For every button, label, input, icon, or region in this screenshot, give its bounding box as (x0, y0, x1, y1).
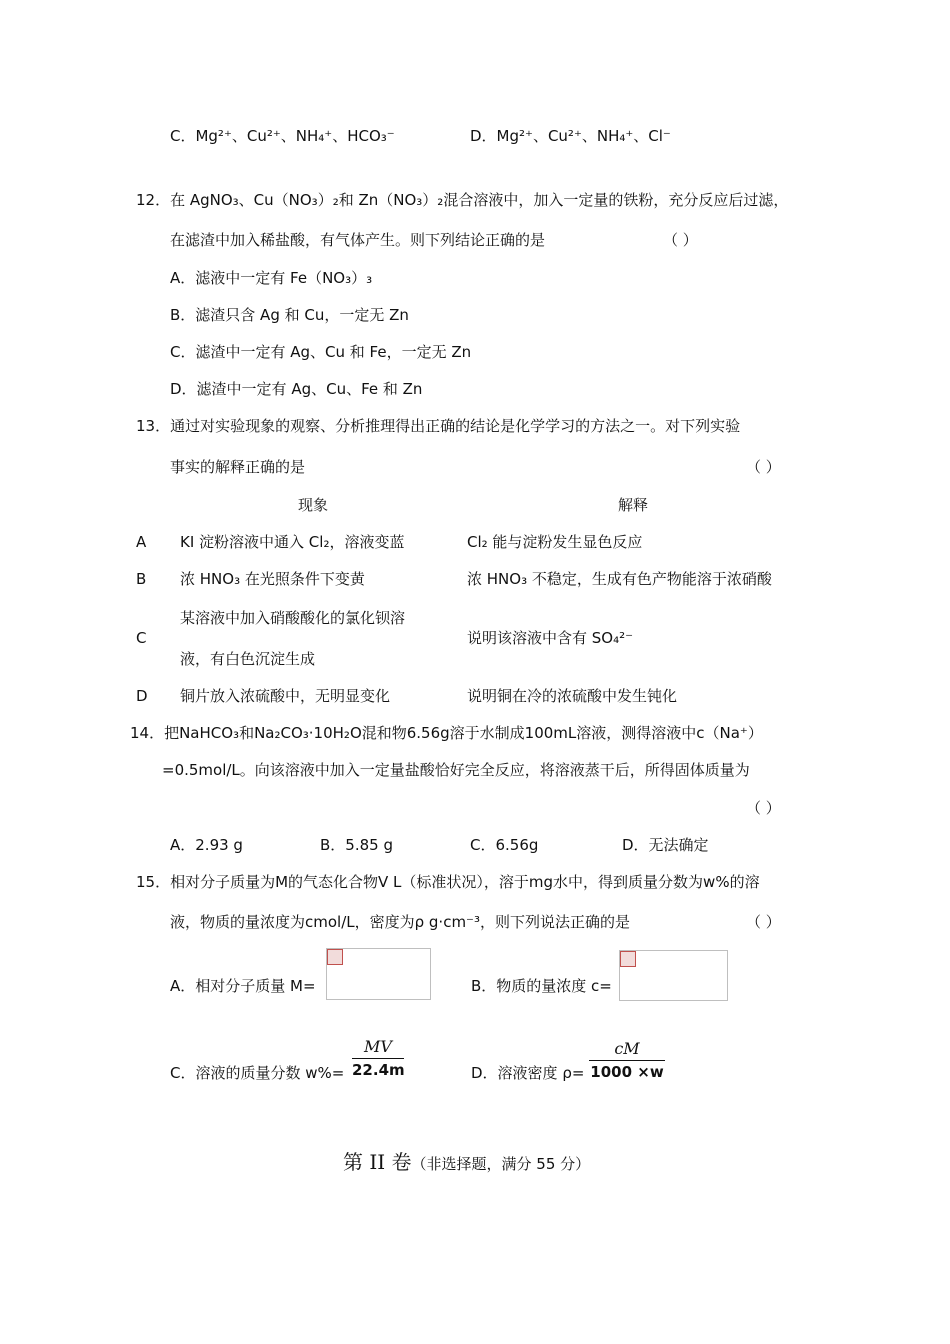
fraction-numerator: cM (614, 1039, 640, 1058)
q12-option-a: A．滤液中一定有 Fe（NO₃）₃ (170, 269, 373, 287)
q12-stem-line2: 在滤渣中加入稀盐酸，有气体产生。则下列结论正确的是 (170, 231, 546, 249)
broken-image-icon (327, 949, 343, 965)
q13-row-b-phenomenon: 浓 HNO₃ 在光照条件下变黄 (180, 570, 365, 588)
q15-option-d: D．溶液密度 ρ= (471, 1064, 585, 1082)
q15-option-d-fraction (589, 1040, 665, 1081)
q15-stem-line2: 液，物质的量浓度为cmol/L，密度为ρ g·cm⁻³，则下列说法正确的是 (170, 913, 630, 931)
q14-stem-line1: 14．把NaHCO₃和Na₂CO₃·10H₂O混和物6.56g溶于水制成100mL溶液，测得溶液中c（Na⁺） (130, 724, 763, 742)
q13-row-b-explanation: 浓 HNO₃ 不稳定，生成有色产物能溶于浓硝酸 (467, 570, 772, 588)
q13-row-a-label: A (136, 533, 147, 551)
q13-row-c-phenomenon-line2: 液，有白色沉淀生成 (180, 650, 316, 668)
q15-option-c-fraction (352, 1038, 404, 1079)
section-2-title: 第 II 卷 (343, 1150, 412, 1174)
q15-answer-paren: （ ） (746, 913, 781, 931)
q15-option-a-formula-image (326, 948, 431, 1000)
q15-option-b-formula-image (619, 950, 728, 1001)
q11-option-c: C．Mg²⁺、Cu²⁺、NH₄⁺、HCO₃⁻ (170, 127, 395, 145)
fraction-numerator: MV (364, 1037, 392, 1056)
q15-option-a: A．相对分子质量 M= (170, 977, 316, 995)
q13-row-c-phenomenon-line1: 某溶液中加入硝酸酸化的氯化钡溶 (180, 609, 406, 627)
q14-answer-paren: （ ） (746, 799, 781, 817)
q12-stem-line1: 12．在 AgNO₃、Cu（NO₃）₂和 Zn（NO₃）₂混合溶液中，加入一定量的铁粉，充分反应后过滤， (136, 191, 789, 209)
q14-option-d: D．无法确定 (622, 836, 709, 854)
section-2-heading (343, 1150, 590, 1176)
q12-option-d: D．滤渣中一定有 Ag、Cu、Fe 和 Zn (170, 380, 423, 398)
broken-image-icon (620, 951, 636, 967)
fraction-denominator: 22.4m (352, 1061, 405, 1079)
q13-header-phenomenon: 现象 (298, 496, 329, 514)
q13-row-d-phenomenon: 铜片放入浓硫酸中，无明显变化 (180, 687, 391, 705)
q11-option-d: D．Mg²⁺、Cu²⁺、NH₄⁺、Cl⁻ (470, 127, 671, 145)
section-2-note: （非选择题，满分 55 分） (411, 1155, 591, 1173)
q13-answer-paren: （ ） (746, 458, 781, 476)
q13-row-d-label: D (136, 687, 148, 705)
q13-stem-line2: 事实的解释正确的是 (170, 458, 306, 476)
q13-row-d-explanation: 说明铜在冷的浓硫酸中发生钝化 (467, 687, 678, 705)
q13-row-a-explanation: Cl₂ 能与淀粉发生显色反应 (467, 533, 643, 551)
fraction-denominator: 1000 ×w (590, 1063, 664, 1081)
fraction-bar (352, 1058, 404, 1059)
q14-stem-line2: =0.5mol/L。向该溶液中加入一定量盐酸恰好完全反应，将溶液蒸干后，所得固体质量为 (162, 761, 750, 779)
q12-option-c: C．滤渣中一定有 Ag、Cu 和 Fe，一定无 Zn (170, 343, 472, 361)
q14-option-b: B．5.85 g (320, 836, 393, 854)
q12-answer-paren: （ ） (663, 231, 698, 249)
q14-option-c: C．6.56g (470, 836, 539, 854)
q13-stem-line1: 13．通过对实验现象的观察、分析推理得出正确的结论是化学学习的方法之一。对下列实验 (136, 417, 741, 435)
q13-row-a-phenomenon: KI 淀粉溶液中通入 Cl₂，溶液变蓝 (180, 533, 405, 551)
q13-header-explanation: 解释 (618, 496, 649, 514)
q15-option-c: C．溶液的质量分数 w%= (170, 1064, 345, 1082)
q15-stem-line1: 15．相对分子质量为M的气态化合物V L（标准状况），溶于mg水中，得到质量分数为w%的溶 (136, 873, 760, 891)
q15-option-b: B．物质的量浓度 c= (471, 977, 612, 995)
q13-row-c-label: C (136, 629, 147, 647)
q13-row-c-explanation: 说明该溶液中含有 SO₄²⁻ (467, 629, 634, 647)
q13-row-b-label: B (136, 570, 147, 588)
q14-option-a: A．2.93 g (170, 836, 243, 854)
q12-option-b: B．滤渣只含 Ag 和 Cu，一定无 Zn (170, 306, 409, 324)
fraction-bar (589, 1060, 665, 1061)
